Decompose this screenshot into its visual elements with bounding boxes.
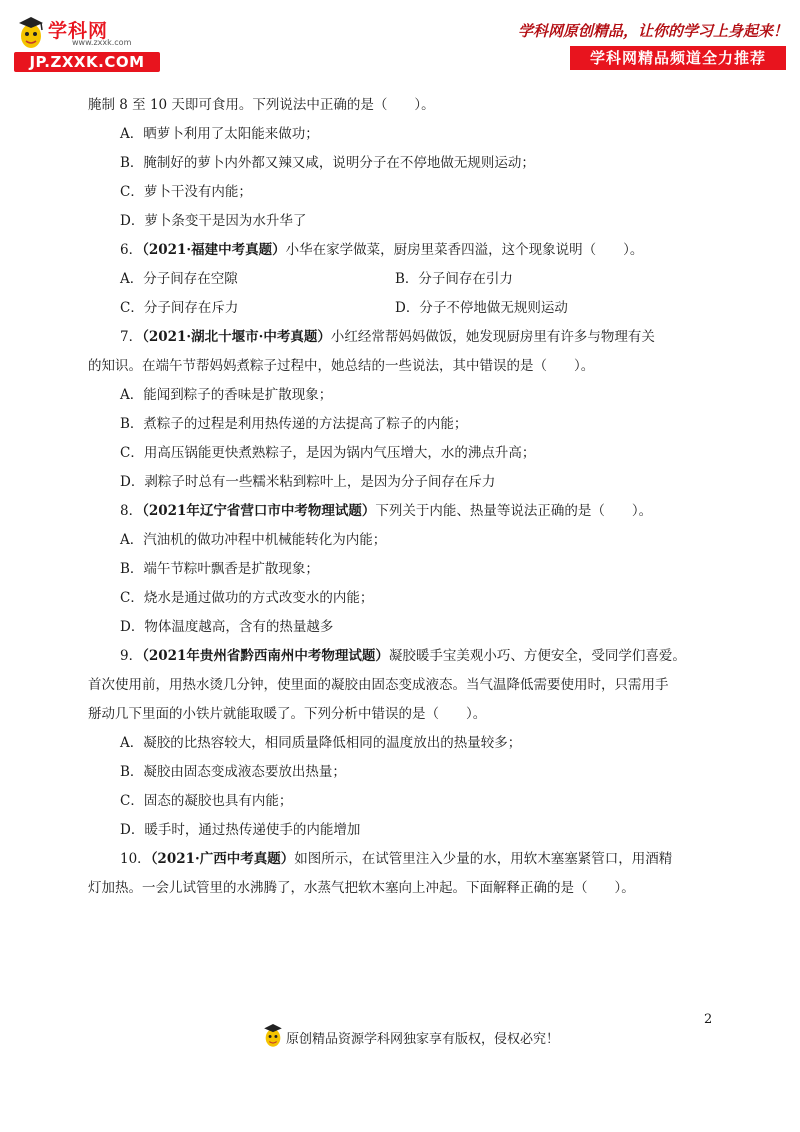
mascot-icon	[262, 1020, 284, 1050]
option: A．分子间存在空隙	[120, 271, 238, 287]
option: C．分子间存在斥力	[120, 300, 239, 316]
question-text: 凝胶暖手宝美观小巧、方便安全，受同学们喜爱。	[388, 648, 686, 664]
page-header	[0, 0, 800, 80]
header-slogan: 学科网原创精品，让你的学习上身起来！	[518, 22, 789, 40]
option: B．端午节粽叶飘香是扩散现象；	[120, 561, 319, 577]
option: D．剥粽子时总有一些糯米粘到粽叶上，是因为分子间存在斥力	[120, 474, 496, 490]
question-source: （2021·广西中考真题）	[150, 851, 295, 867]
question-number: 9．	[120, 648, 143, 664]
option: B．凝胶由固态变成液态要放出热量；	[120, 764, 346, 780]
page-footer	[262, 1020, 602, 1060]
option: B．分子间存在引力	[395, 271, 513, 287]
option: C．用高压锅能更快煮熟粽子，是因为锅内气压增大，水的沸点升高；	[120, 445, 536, 461]
intro-tail: 腌制 8 至 10 天即可食用。下列说法中正确的是（ ）。	[88, 97, 435, 113]
option: A．汽油机的做功冲程中机械能转化为内能；	[120, 532, 387, 548]
question-content	[88, 91, 714, 903]
question-8	[88, 497, 714, 526]
question-9	[88, 642, 714, 671]
option: C．烧水是通过做功的方式改变水的内能；	[120, 590, 374, 606]
question-source: （2021年贵州省黔西南州中考物理试题）	[142, 648, 389, 664]
question-text-cont: 首次使用前，用热水烫几分钟，使里面的凝胶由固态变成液态。当气温降低需要使用时，只需用手	[88, 677, 669, 693]
question-text-cont: 掰动几下里面的小铁片就能取暖了。下列分析中错误的是（ ）。	[88, 706, 487, 722]
options-row	[88, 265, 714, 294]
question-text: 小华在家学做菜，厨房里菜香四溢，这个现象说明（ ）。	[285, 242, 644, 258]
question-text-cont: 的知识。在端午节帮妈妈煮粽子过程中，她总结的一些说法，其中错误的是（ ）。	[88, 358, 595, 374]
question-number: 6．	[120, 242, 143, 258]
question-10	[88, 845, 714, 874]
question-text: 小红经常帮妈妈做饭，她发现厨房里有许多与物理有关	[330, 329, 655, 345]
option: A．凝胶的比热容较大，相同质量降低相同的温度放出的热量较多；	[120, 735, 522, 751]
page-number: 2	[704, 1012, 713, 1027]
zxxk-logo[interactable]	[14, 14, 164, 72]
logo-banner: JP.ZXXK.COM	[14, 52, 160, 72]
option: A．晒萝卜利用了太阳能来做功；	[120, 126, 319, 142]
question-number: 7．	[120, 329, 143, 345]
question-source: （2021·福建中考真题）	[142, 242, 286, 258]
option: D．暖手时，通过热传递使手的内能增加	[120, 822, 361, 838]
option: C．萝卜干没有内能；	[120, 184, 252, 200]
question-text: 如图所示，在试管里注入少量的水，用软木塞塞紧管口，用酒精	[294, 851, 673, 867]
question-text: 下列关于内能、热量等说法正确的是（ ）。	[375, 503, 653, 519]
options-row	[88, 294, 714, 323]
logo-url: www.zxxk.com	[72, 38, 132, 47]
option: D．物体温度越高，含有的热量越多	[120, 619, 334, 635]
question-source: （2021·湖北十堰市·中考真题）	[142, 329, 331, 345]
channel-banner: 学科网精品频道全力推荐	[570, 46, 786, 70]
question-text-cont: 灯加热。一会儿试管里的水沸腾了，水蒸气把软木塞向上冲起。下面解释正确的是（ ）。	[88, 880, 635, 896]
option: D．萝卜条变干是因为水升华了	[120, 213, 307, 229]
question-source: （2021年辽宁省营口市中考物理试题）	[142, 503, 376, 519]
option: D．分子不停地做无规则运动	[395, 300, 568, 316]
logo-name: 学科网	[48, 20, 109, 42]
question-number: 10．	[120, 851, 151, 867]
copyright-notice: 原创精品资源学科网独家享有版权，侵权必究！	[286, 1032, 560, 1047]
option: A．能闻到粽子的香味是扩散现象；	[120, 387, 333, 403]
mascot-icon	[16, 14, 46, 50]
question-7	[88, 323, 714, 352]
option: B．腌制好的萝卜内外都又辣又咸，说明分子在不停地做无规则运动；	[120, 155, 535, 171]
question-number: 8．	[120, 503, 143, 519]
option: B．煮粽子的过程是利用热传递的方法提高了粽子的内能；	[120, 416, 468, 432]
option: C．固态的凝胶也具有内能；	[120, 793, 293, 809]
question-6	[88, 236, 714, 265]
